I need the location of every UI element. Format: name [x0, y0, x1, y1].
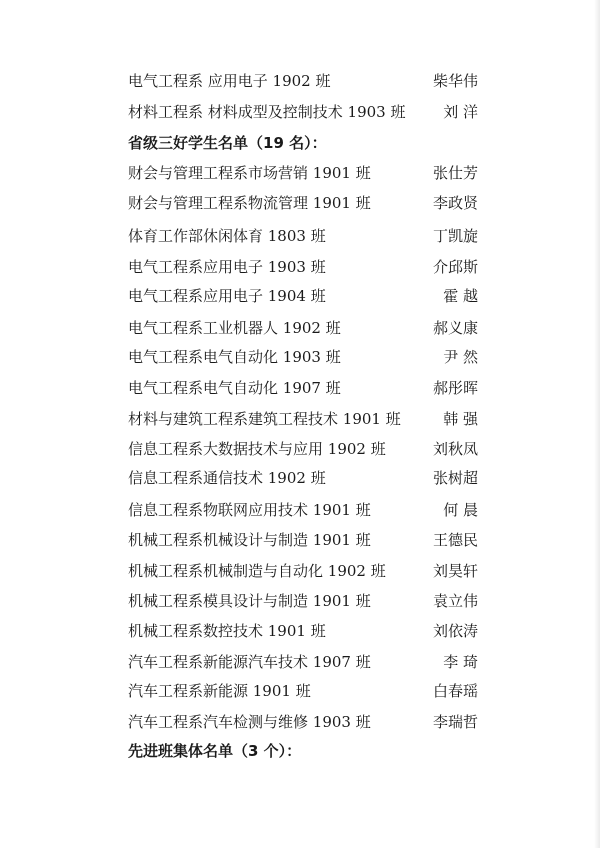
student-name: 李 琦 — [443, 653, 478, 671]
student-name: 白春瑶 — [432, 682, 478, 700]
list-item — [128, 588, 478, 614]
student-name: 柴华伟 — [432, 72, 478, 90]
list-item — [128, 497, 478, 523]
list-item — [128, 406, 478, 432]
student-name: 韩 强 — [443, 410, 478, 428]
student-name: 尹 然 — [443, 348, 478, 366]
student-name: 刘依涛 — [432, 622, 478, 640]
class-name: 机械工程系机械制造与自动化 1902 班 — [128, 562, 386, 580]
class-name: 汽车工程系新能源 1901 班 — [128, 682, 311, 700]
student-name: 丁凯旋 — [432, 227, 478, 245]
list-item — [128, 254, 478, 280]
student-name: 张树超 — [432, 469, 478, 487]
section-heading-advanced-classes: 先进班集体名单（3 个）： — [128, 742, 302, 760]
list-item — [128, 678, 478, 704]
class-name: 机械工程系机械设计与制造 1901 班 — [128, 531, 371, 549]
list-item — [128, 160, 478, 186]
student-name: 介邱斯 — [432, 258, 478, 276]
student-name: 刘昊轩 — [432, 562, 478, 580]
class-name: 财会与管理工程系市场营销 1901 班 — [128, 164, 371, 182]
student-name: 李政贤 — [432, 194, 478, 212]
class-name: 财会与管理工程系物流管理 1901 班 — [128, 194, 371, 212]
list-item — [128, 190, 478, 216]
class-name: 材料工程系 材料成型及控制技术 1903 班 — [128, 103, 406, 121]
list-item — [128, 283, 478, 309]
list-item — [128, 649, 478, 675]
student-name: 刘 洋 — [443, 103, 478, 121]
class-name: 信息工程系物联网应用技术 1901 班 — [128, 501, 371, 519]
list-item — [128, 618, 478, 644]
class-name: 体育工作部休闲体育 1803 班 — [128, 227, 326, 245]
class-name: 信息工程系大数据技术与应用 1902 班 — [128, 440, 386, 458]
section-heading-three-good-students: 省级三好学生名单（19 名）： — [128, 134, 327, 152]
class-name: 汽车工程系汽车检测与维修 1903 班 — [128, 713, 371, 731]
list-item — [128, 465, 478, 491]
student-name: 郝义康 — [432, 319, 478, 337]
list-item — [128, 709, 478, 735]
student-name: 刘秋凤 — [432, 440, 478, 458]
student-name: 张仕芳 — [432, 164, 478, 182]
class-name: 信息工程系通信技术 1902 班 — [128, 469, 326, 487]
student-name: 袁立伟 — [432, 592, 478, 610]
class-name: 材料与建筑工程系建筑工程技术 1901 班 — [128, 410, 401, 428]
class-name: 电气工程系电气自动化 1907 班 — [128, 379, 341, 397]
student-name: 李瑞哲 — [432, 713, 478, 731]
class-name: 机械工程系数控技术 1901 班 — [128, 622, 326, 640]
list-item — [128, 68, 478, 94]
student-name: 郝彤晖 — [432, 379, 478, 397]
student-name: 王德民 — [432, 531, 478, 549]
student-name: 何 晨 — [443, 501, 478, 519]
student-name: 霍 越 — [443, 287, 478, 305]
class-name: 电气工程系应用电子 1903 班 — [128, 258, 326, 276]
class-name: 电气工程系电气自动化 1903 班 — [128, 348, 341, 366]
list-item — [128, 315, 478, 341]
list-item — [128, 344, 478, 370]
list-item — [128, 375, 478, 401]
list-item — [128, 99, 478, 125]
list-item — [128, 558, 478, 584]
class-name: 机械工程系模具设计与制造 1901 班 — [128, 592, 371, 610]
class-name: 电气工程系应用电子 1904 班 — [128, 287, 326, 305]
class-name: 电气工程系工业机器人 1902 班 — [128, 319, 341, 337]
class-name: 汽车工程系新能源汽车技术 1907 班 — [128, 653, 371, 671]
class-name: 电气工程系 应用电子 1902 班 — [128, 72, 331, 90]
page-edge-shadow — [594, 0, 600, 848]
list-item — [128, 223, 478, 249]
list-item — [128, 436, 478, 462]
list-item — [128, 527, 478, 553]
